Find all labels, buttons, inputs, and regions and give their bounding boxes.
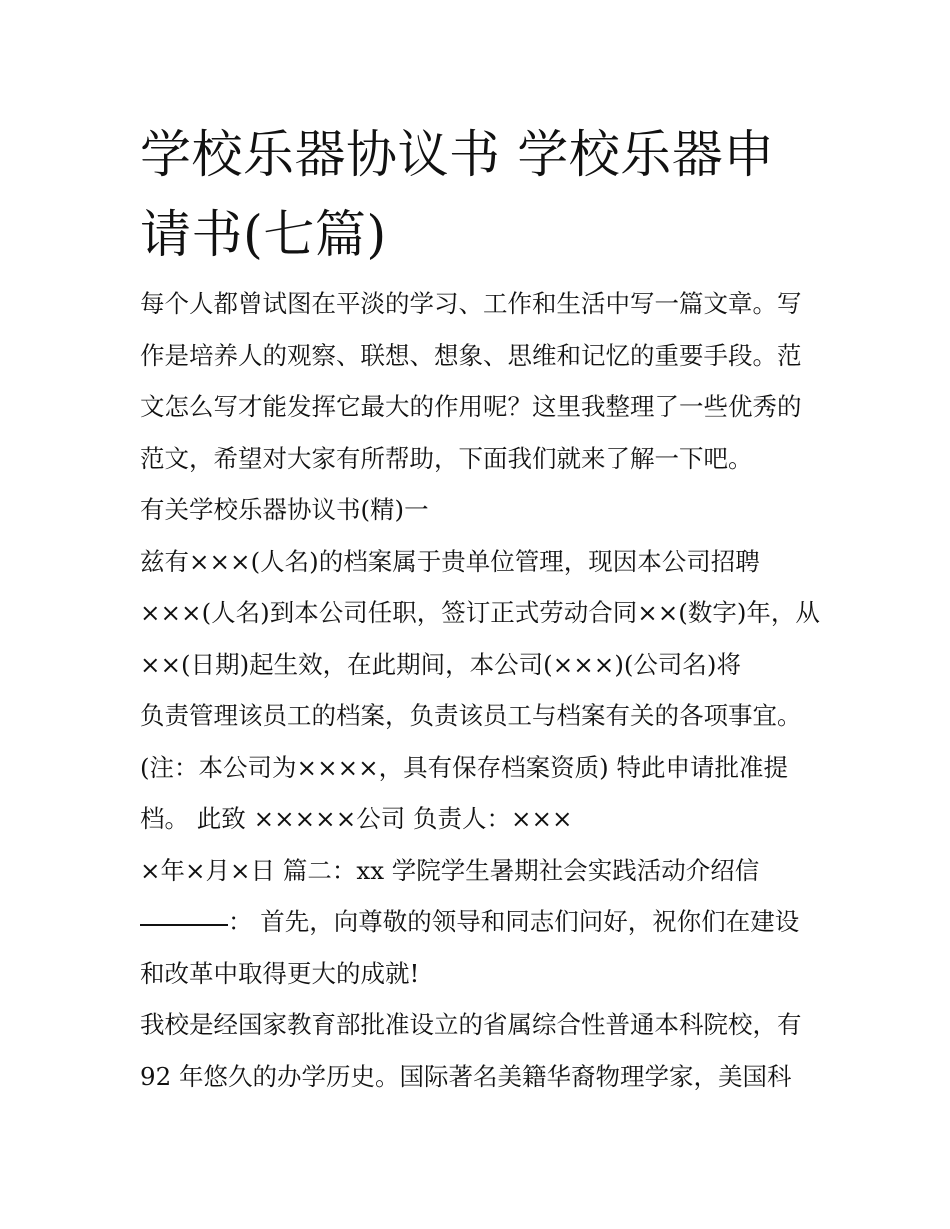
- recipient-blank: [140, 894, 228, 926]
- document-body: [140, 278, 820, 1102]
- body-line: 范文，希望对大家有所帮助，下面我们就来了解一下吧。: [140, 443, 753, 473]
- body-line: 作是培养人的观察、联想、想象、思维和记忆的重要手段。范: [140, 340, 802, 370]
- greeting-line: [140, 896, 820, 948]
- body-line: ×年×月×日 篇二：xx 学院学生暑期社会实践活动介绍信: [140, 855, 760, 885]
- body-line: 我校是经国家教育部批准设立的省属综合性普通本科院校，有: [140, 1010, 802, 1039]
- body-line: ××(日期)起生效，在此期间，本公司(×××)(公司名)将: [140, 649, 741, 679]
- section-heading: 有关学校乐器协议书(精)一: [140, 495, 429, 524]
- body-line: 和改革中取得更大的成就!: [140, 958, 420, 988]
- body-line: 负责管理该员工的档案，负责该员工与档案有关的各项事宜。: [140, 701, 802, 730]
- body-line: ×××(人名)到本公司任职，签订正式劳动合同××(数字)年，从: [140, 598, 820, 627]
- document-title: 学校乐器协议书 学校乐器申请书(七篇): [140, 126, 775, 265]
- body-line: 每个人都曾试图在平淡的学习、工作和生活中写一篇文章。写: [140, 289, 802, 318]
- body-line: (注：本公司为××××，具有保存档案资质) 特此申请批准提: [140, 752, 789, 782]
- body-line: 92 年悠久的办学历史。国际著名美籍华裔物理学家，美国科: [140, 1061, 792, 1091]
- greeting-text: ： 首先，向尊敬的领导和同志们问好，祝你们在建设: [228, 907, 800, 936]
- body-line: 档。 此致 ×××××公司 负责人：×××: [140, 804, 573, 833]
- body-line: 兹有×××(人名)的档案属于贵单位管理，现因本公司招聘: [140, 546, 760, 576]
- body-line: 文怎么写才能发挥它最大的作用呢？这里我整理了一些优秀的: [140, 392, 802, 421]
